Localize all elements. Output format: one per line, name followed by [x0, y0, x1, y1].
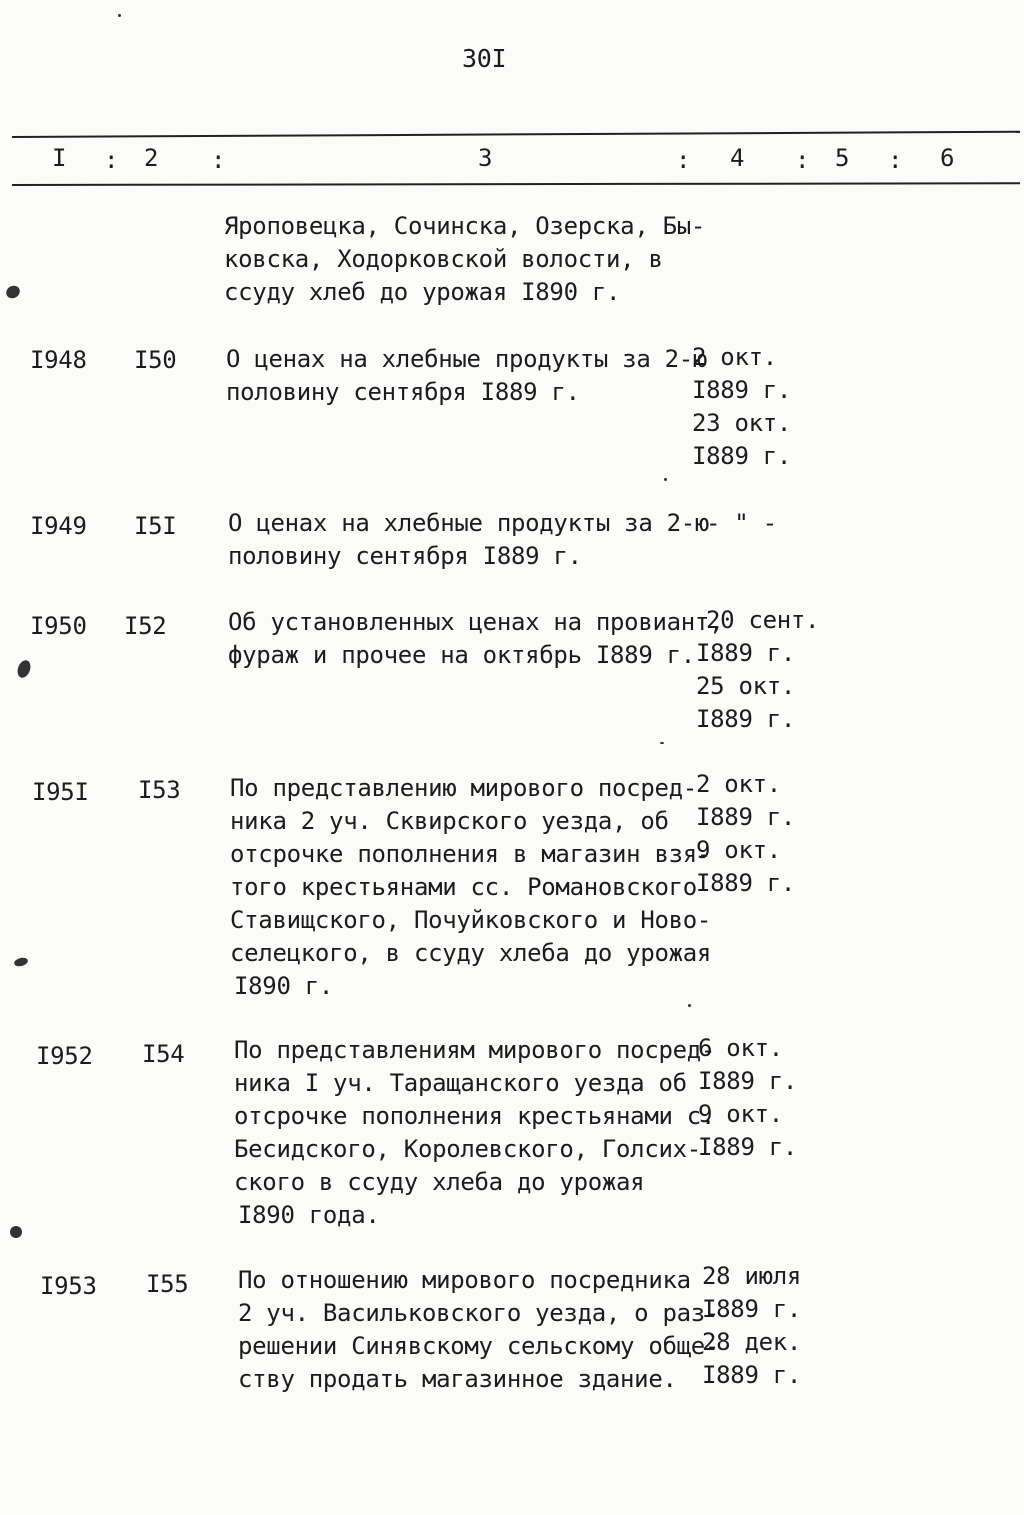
column-3-heading: 3 [478, 144, 493, 172]
ink-mark [664, 478, 667, 481]
description-line: 2 уч. Васильковского уезда, о раз- [238, 1299, 720, 1327]
file-number: I50 [134, 346, 177, 374]
date-line: 2 окт. [696, 770, 781, 798]
description-line: селецкого, в ссуду хлеба до урожая [230, 939, 712, 967]
ink-mark [15, 658, 32, 679]
description-line: Яроповецка, Сочинска, Озерска, Бы- [224, 212, 706, 240]
date-line: 25 окт. [696, 672, 796, 700]
file-number: I5I [134, 512, 177, 540]
description-line: Бесидского, Королевского, Голсих- [234, 1135, 701, 1163]
file-number: I53 [138, 776, 181, 804]
description-line: того крестьянами сс. Романовского [230, 873, 697, 901]
description-line: ссуду хлеб до урожая I890 г. [224, 278, 621, 306]
ink-mark [118, 14, 121, 17]
entry-number: I948 [30, 346, 87, 374]
column-separator: : [888, 146, 903, 174]
file-number: I54 [142, 1040, 185, 1068]
column-separator: : [676, 146, 691, 174]
description-line: отсрочке пополнения в магазин взя- [230, 840, 712, 868]
date-line: I889 г. [698, 1133, 798, 1161]
date-line: I889 г. [696, 639, 796, 667]
column-separator: : [795, 146, 810, 174]
description-line: О ценах на хлебные продукты за 2-ю [226, 345, 708, 373]
description-line: решении Синявскому сельскому обще- [238, 1332, 720, 1360]
file-number: I55 [146, 1270, 189, 1298]
entry-number: I952 [36, 1042, 93, 1070]
description-line: половину сентября I889 г. [226, 378, 580, 406]
page-number: 30I [462, 44, 507, 73]
date-line: I889 г. [698, 1067, 798, 1095]
column-separator: : [104, 146, 119, 174]
description-line: ского в ссуду хлеба до урожая [234, 1168, 645, 1196]
description-line: Об установленных ценах на провиант, [228, 608, 724, 636]
column-separator: : [211, 146, 226, 174]
description-line: половину сентября I889 г. [228, 542, 582, 570]
description-line: I890 г. [234, 972, 334, 1000]
description-line: Ставищского, Почуйковского и Ново- [230, 906, 712, 934]
date-line: 9 окт. [698, 1100, 783, 1128]
ink-mark [660, 742, 664, 744]
file-number: I52 [124, 612, 167, 640]
date-line: 23 окт. [692, 409, 792, 437]
entry-number: I949 [30, 512, 87, 540]
date-line: I889 г. [696, 869, 796, 897]
entry-number: I95I [32, 778, 89, 806]
date-line: I889 г. [702, 1361, 802, 1389]
ditto-mark: - " - [706, 509, 777, 537]
date-line: 28 дек. [702, 1328, 802, 1356]
description-line: ковска, Ходорковской волости, в [224, 245, 663, 273]
column-4-heading: 4 [730, 144, 745, 172]
date-line: I889 г. [696, 705, 796, 733]
description-line: По представлению мирового посред- [230, 774, 697, 802]
date-line: I889 г. [702, 1295, 802, 1323]
date-line: I889 г. [692, 376, 792, 404]
ink-mark [10, 1226, 22, 1238]
date-line: I889 г. [696, 803, 796, 831]
description-line: О ценах на хлебные продукты за 2-ю [228, 509, 710, 537]
date-line: 28 июля [702, 1262, 802, 1290]
ink-mark [13, 956, 29, 967]
column-2-heading: 2 [144, 144, 159, 172]
date-line: 20 сент. [706, 606, 820, 634]
description-line: отсрочке пополнения крестьянами с. [234, 1102, 716, 1130]
description-line: фураж и прочее на октябрь I889 г. [228, 641, 695, 669]
column-1-heading: I [52, 144, 67, 172]
description-line: ника 2 уч. Сквирского уезда, об [230, 807, 669, 835]
ink-mark [4, 283, 22, 300]
description-line: ника I уч. Таращанского уезда об [234, 1069, 687, 1097]
table-header-bottom-rule [12, 182, 1020, 186]
column-5-heading: 5 [835, 144, 850, 172]
description-line: По представлениям мирового посред- [234, 1036, 716, 1064]
date-line: I889 г. [692, 442, 792, 470]
description-line: I890 года. [238, 1201, 380, 1229]
description-line: ству продать магазинное здание. [238, 1365, 677, 1393]
entry-number: I950 [30, 612, 87, 640]
ink-mark [688, 1004, 691, 1007]
date-line: 9 окт. [696, 836, 781, 864]
date-line: 6 окт. [698, 1034, 783, 1062]
column-6-heading: 6 [940, 144, 955, 172]
description-line: По отношению мирового посредника [238, 1266, 691, 1294]
date-line: 2 окт. [692, 343, 777, 371]
table-header-top-rule [12, 131, 1020, 138]
entry-number: I953 [40, 1272, 97, 1300]
